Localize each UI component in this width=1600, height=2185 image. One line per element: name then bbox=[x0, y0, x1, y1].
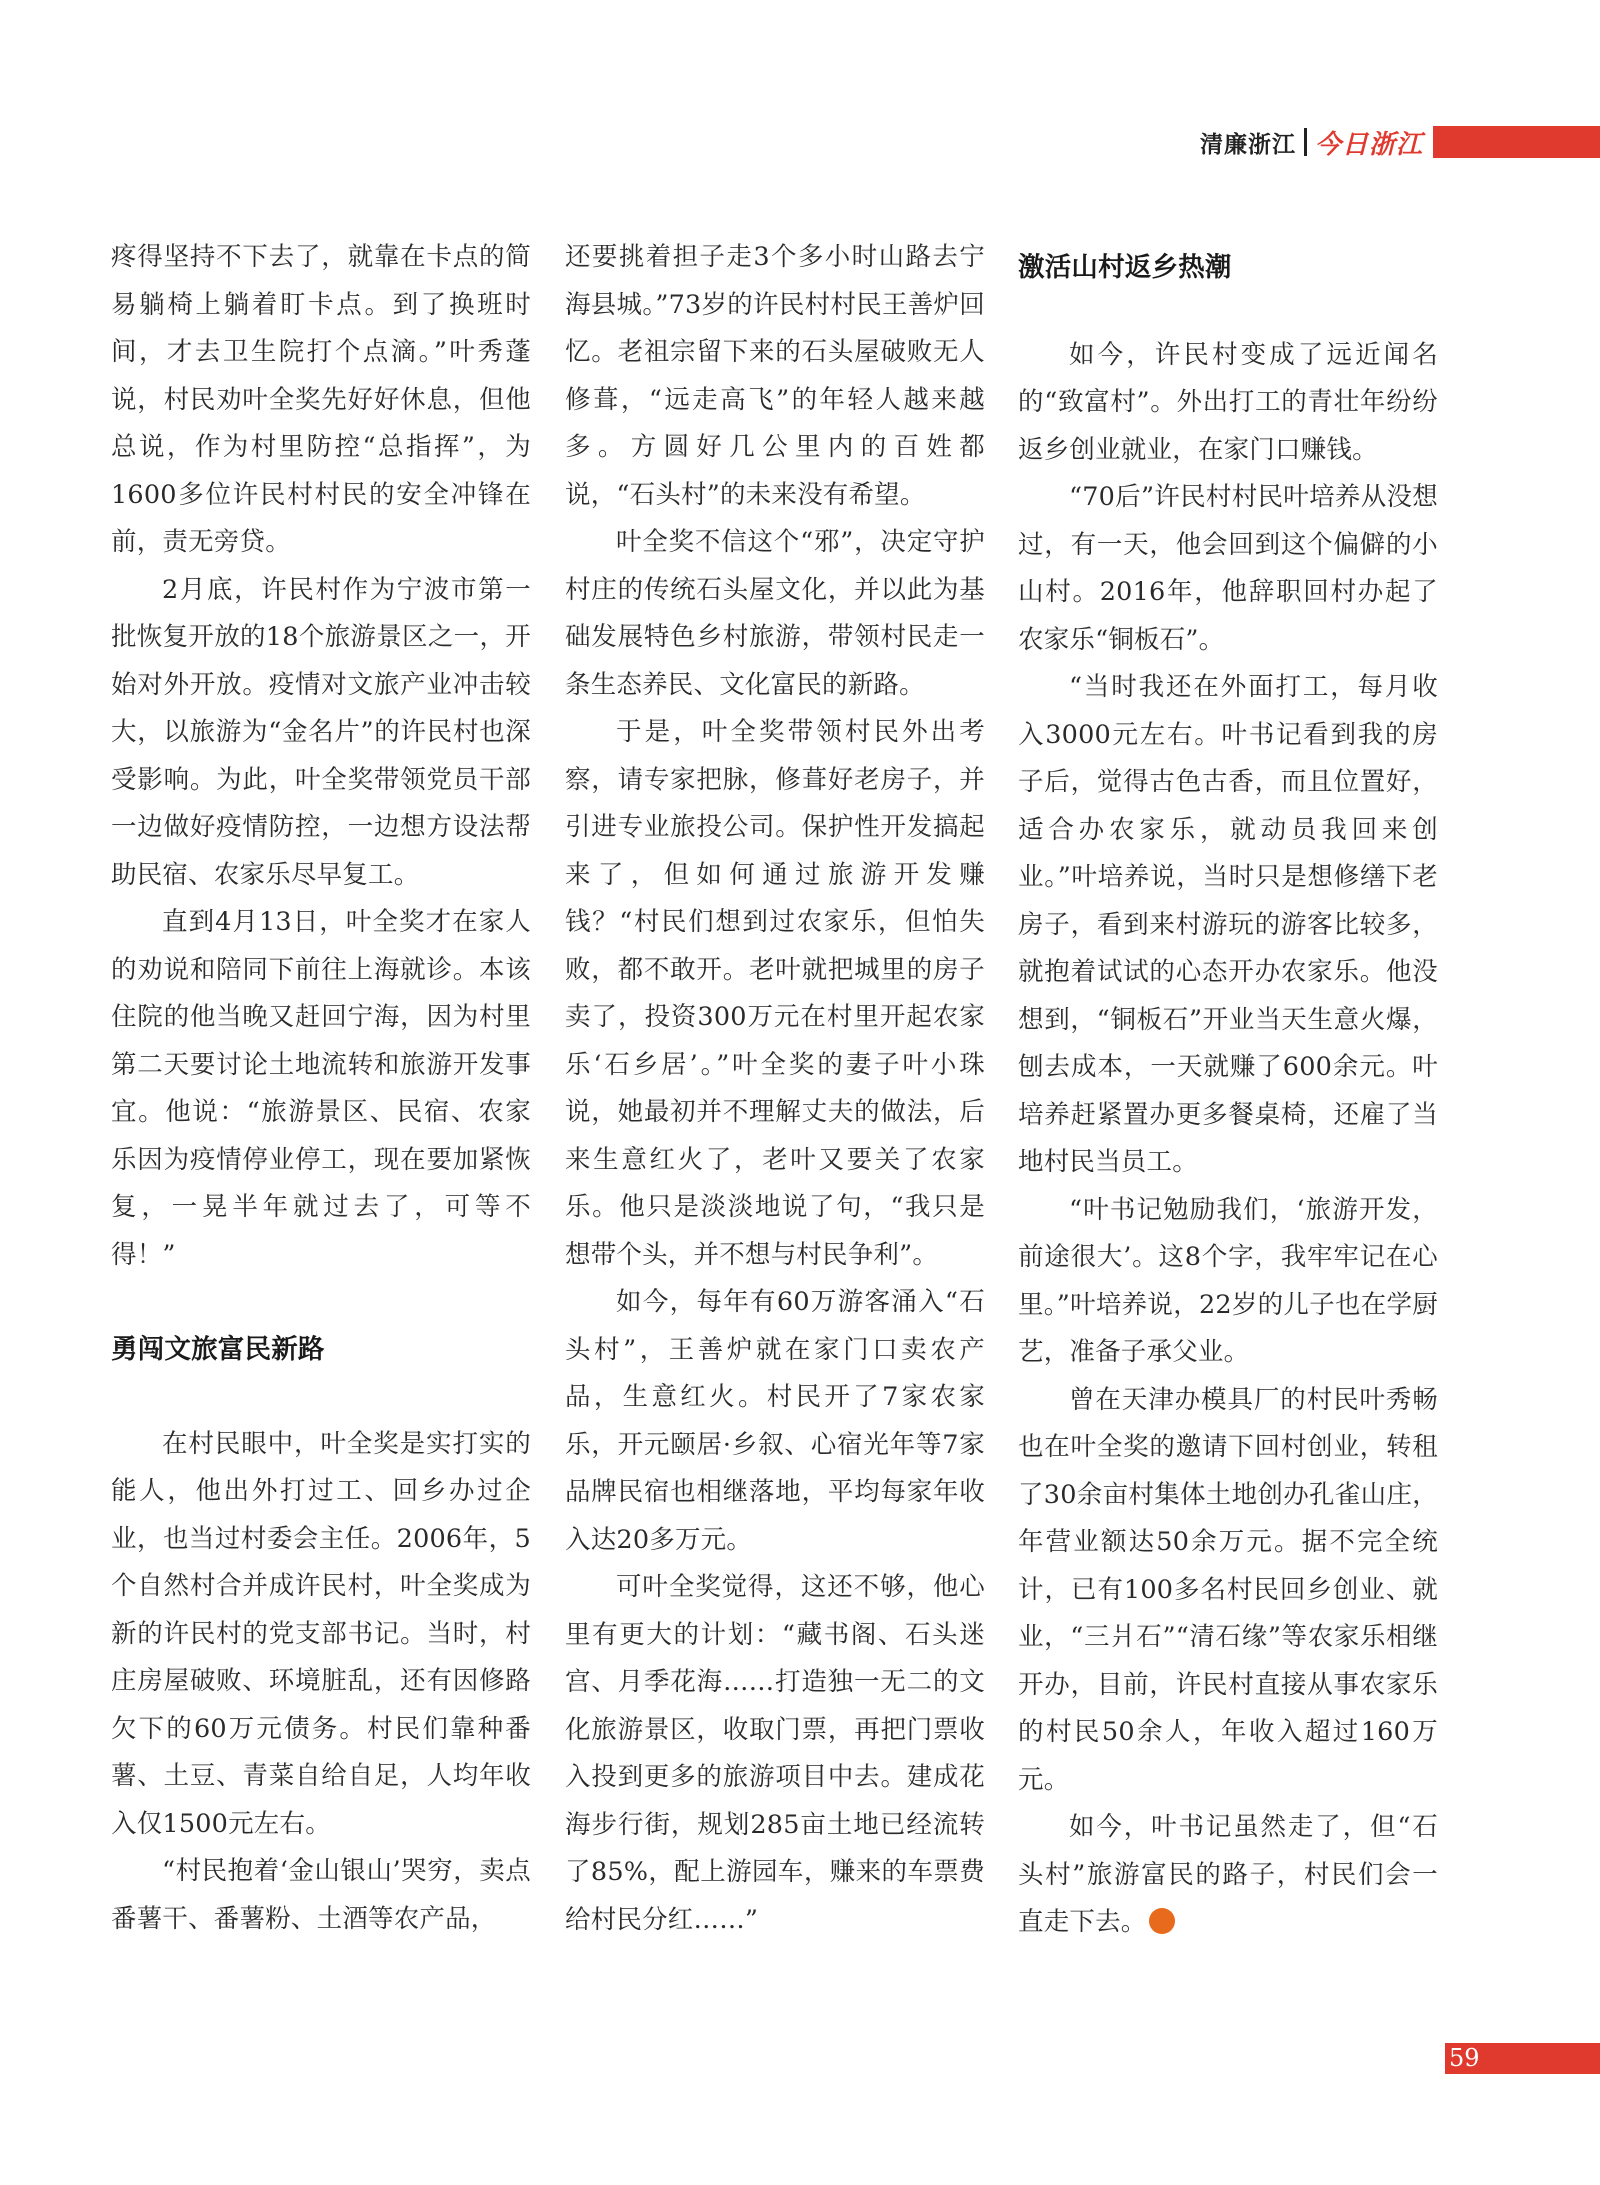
paragraph: “村民抱着‘金山银山’哭穷，卖点番薯干、番薯粉、土酒等农产品， bbox=[111, 1856, 531, 1934]
paragraph: 如今，每年有60万游客涌入“石头村”，王善炉就在家门口卖农产品，生意红火。村民开了7家农家乐，开元颐居·乡叙、心宿光年等7家品牌民宿也相继落地，平均每家年收入达20多万元。 bbox=[565, 1287, 985, 1555]
spacer bbox=[111, 1374, 531, 1421]
paragraph: “当时我还在外面打工，每月收入3000元左右。叶书记看到我的房子后，觉得古色古香，而且位置好，适合办农家乐，就动员我回来创业。”叶培养说，当时只是想修缮下老房子，看到来村游玩的游客比较多，就抱着试试的心态开办农家乐。他没想到，“铜板石”开业当天生意火爆，刨去成本，一天就赚了600余元。叶培养赶紧置办更多餐桌椅，还雇了当地村民当员工。 bbox=[1018, 672, 1438, 1177]
section-label: 清廉浙江 bbox=[1199, 131, 1296, 158]
paragraph: 如今，许民村变成了远近闻名的“致富村”。外出打工的青壮年纷纷返乡创业就业，在家门口赚钱。 bbox=[1018, 339, 1438, 465]
paragraph: 还要挑着担子走3个多小时山路去宁海县城。”73岁的许民村村民王善炉回忆。老祖宗留下来的石头屋破败无人修葺，“远走高飞”的年轻人越来越多。方圆好几公里内的百姓都说，“石头村”的未来没有希望。 bbox=[565, 242, 985, 510]
page-number: 59 bbox=[1445, 2043, 1600, 2074]
paragraph: 直到4月13日，叶全奖才在家人的劝说和陪同下前往上海就诊。本该住院的他当晚又赶回宁海，因为村里第二天要讨论土地流转和旅游开发事宜。他说：“旅游景区、民宿、农家乐因为疫情停业停工，现在要加紧恢复，一晃半年就过去了，可等不得！” bbox=[111, 907, 531, 1270]
section-heading: 激活山村返乡热潮 bbox=[1018, 252, 1232, 283]
header-red-bar bbox=[1433, 126, 1600, 158]
magazine-logo: 今日浙江 bbox=[1314, 129, 1423, 160]
section-heading: 勇闯文旅富民新路 bbox=[111, 1334, 325, 1365]
paragraph-last bbox=[1018, 1804, 1438, 1947]
paragraph-text: 如今，叶书记虽然走了，但“石头村”旅游富民的路子，村民们会一直走下去。 bbox=[1018, 1812, 1438, 1937]
spacer bbox=[1018, 292, 1438, 332]
spacer bbox=[111, 1279, 531, 1326]
paragraph: 可叶全奖觉得，这还不够，他心里有更大的计划：“藏书阁、石头迷宫、月季花海……打造独一无二的文化旅游景区，收取门票，再把门票收入投到更多的旅游项目中去。建成花海步行街，规划285亩土地已经流转了85%，配上游园车，赚来的车票费给村民分红……” bbox=[565, 1572, 985, 1935]
article-column-2 bbox=[565, 234, 985, 1944]
end-mark-icon bbox=[1149, 1908, 1175, 1934]
paragraph: “70后”许民村村民叶培养从没想过，有一天，他会回到这个偏僻的小山村。2016年，他辞职回村办起了农家乐“铜板石”。 bbox=[1018, 482, 1438, 655]
page-header bbox=[1200, 126, 1600, 158]
paragraph: 曾在天津办模具厂的村民叶秀畅也在叶全奖的邀请下回村创业，转租了30余亩村集体土地创办孔雀山庄，年营业额达50余万元。据不完全统计，已有100多名村民回乡创业、就业，“三爿石”“清石缘”等农家乐相继开办，目前，许民村直接从事农家乐的村民50余人，年收入超过160万元。 bbox=[1018, 1384, 1438, 1795]
paragraph: 在村民眼中，叶全奖是实打实的能人，他出外打过工、回乡办过企业，也当过村委会主任。2006年，5个自然村合并成许民村，叶全奖成为新的许民村的党支部书记。当时，村庄房屋破败、环境脏乱，还有因修路欠下的60万元债务。村民们靠种番薯、土豆、青菜自给自足，人均年收入仅1500元左右。 bbox=[111, 1428, 531, 1839]
paragraph: 疼得坚持不下去了，就靠在卡点的简易躺椅上躺着盯卡点。到了换班时间，才去卫生院打个点滴。”叶秀蓬说，村民劝叶全奖先好好休息，但他总说，作为村里防控“总指挥”，为1600多位许民村村民的安全冲锋在前，责无旁贷。 bbox=[111, 242, 531, 557]
header-divider bbox=[1304, 128, 1307, 156]
spacer bbox=[1018, 234, 1438, 244]
article-column-1 bbox=[111, 234, 531, 1943]
paragraph: 于是，叶全奖带领村民外出考察，请专家把脉，修葺好老房子，并引进专业旅投公司。保护性开发搞起来了，但如何通过旅游开发赚钱？“村民们想到过农家乐，但怕失败，都不敢开。老叶就把城里的房子卖了，投资300万元在村里开起农家乐‘石乡居’。”叶全奖的妻子叶小珠说，她最初并不理解丈夫的做法，后来生意红火了，老叶又要关了农家乐。他只是淡淡地说了句，“我只是想带个头，并不想与村民争利”。 bbox=[565, 717, 985, 1270]
paragraph: 2月底，许民村作为宁波市第一批恢复开放的18个旅游景区之一，开始对外开放。疫情对文旅产业冲击较大，以旅游为“金名片”的许民村也深受影响。为此，叶全奖带领党员干部一边做好疫情防控，一边想方设法帮助民宿、农家乐尽早复工。 bbox=[111, 574, 531, 890]
article-column-3 bbox=[1018, 234, 1438, 1947]
paragraph: 叶全奖不信这个“邪”，决定守护村庄的传统石头屋文化，并以此为基础发展特色乡村旅游，带领村民走一条生态养民、文化富民的新路。 bbox=[565, 527, 985, 700]
paragraph: “叶书记勉励我们，‘旅游开发，前途很大’。这8个字，我牢牢记在心里。”叶培养说，22岁的儿子也在学厨艺，准备子承父业。 bbox=[1018, 1194, 1438, 1367]
